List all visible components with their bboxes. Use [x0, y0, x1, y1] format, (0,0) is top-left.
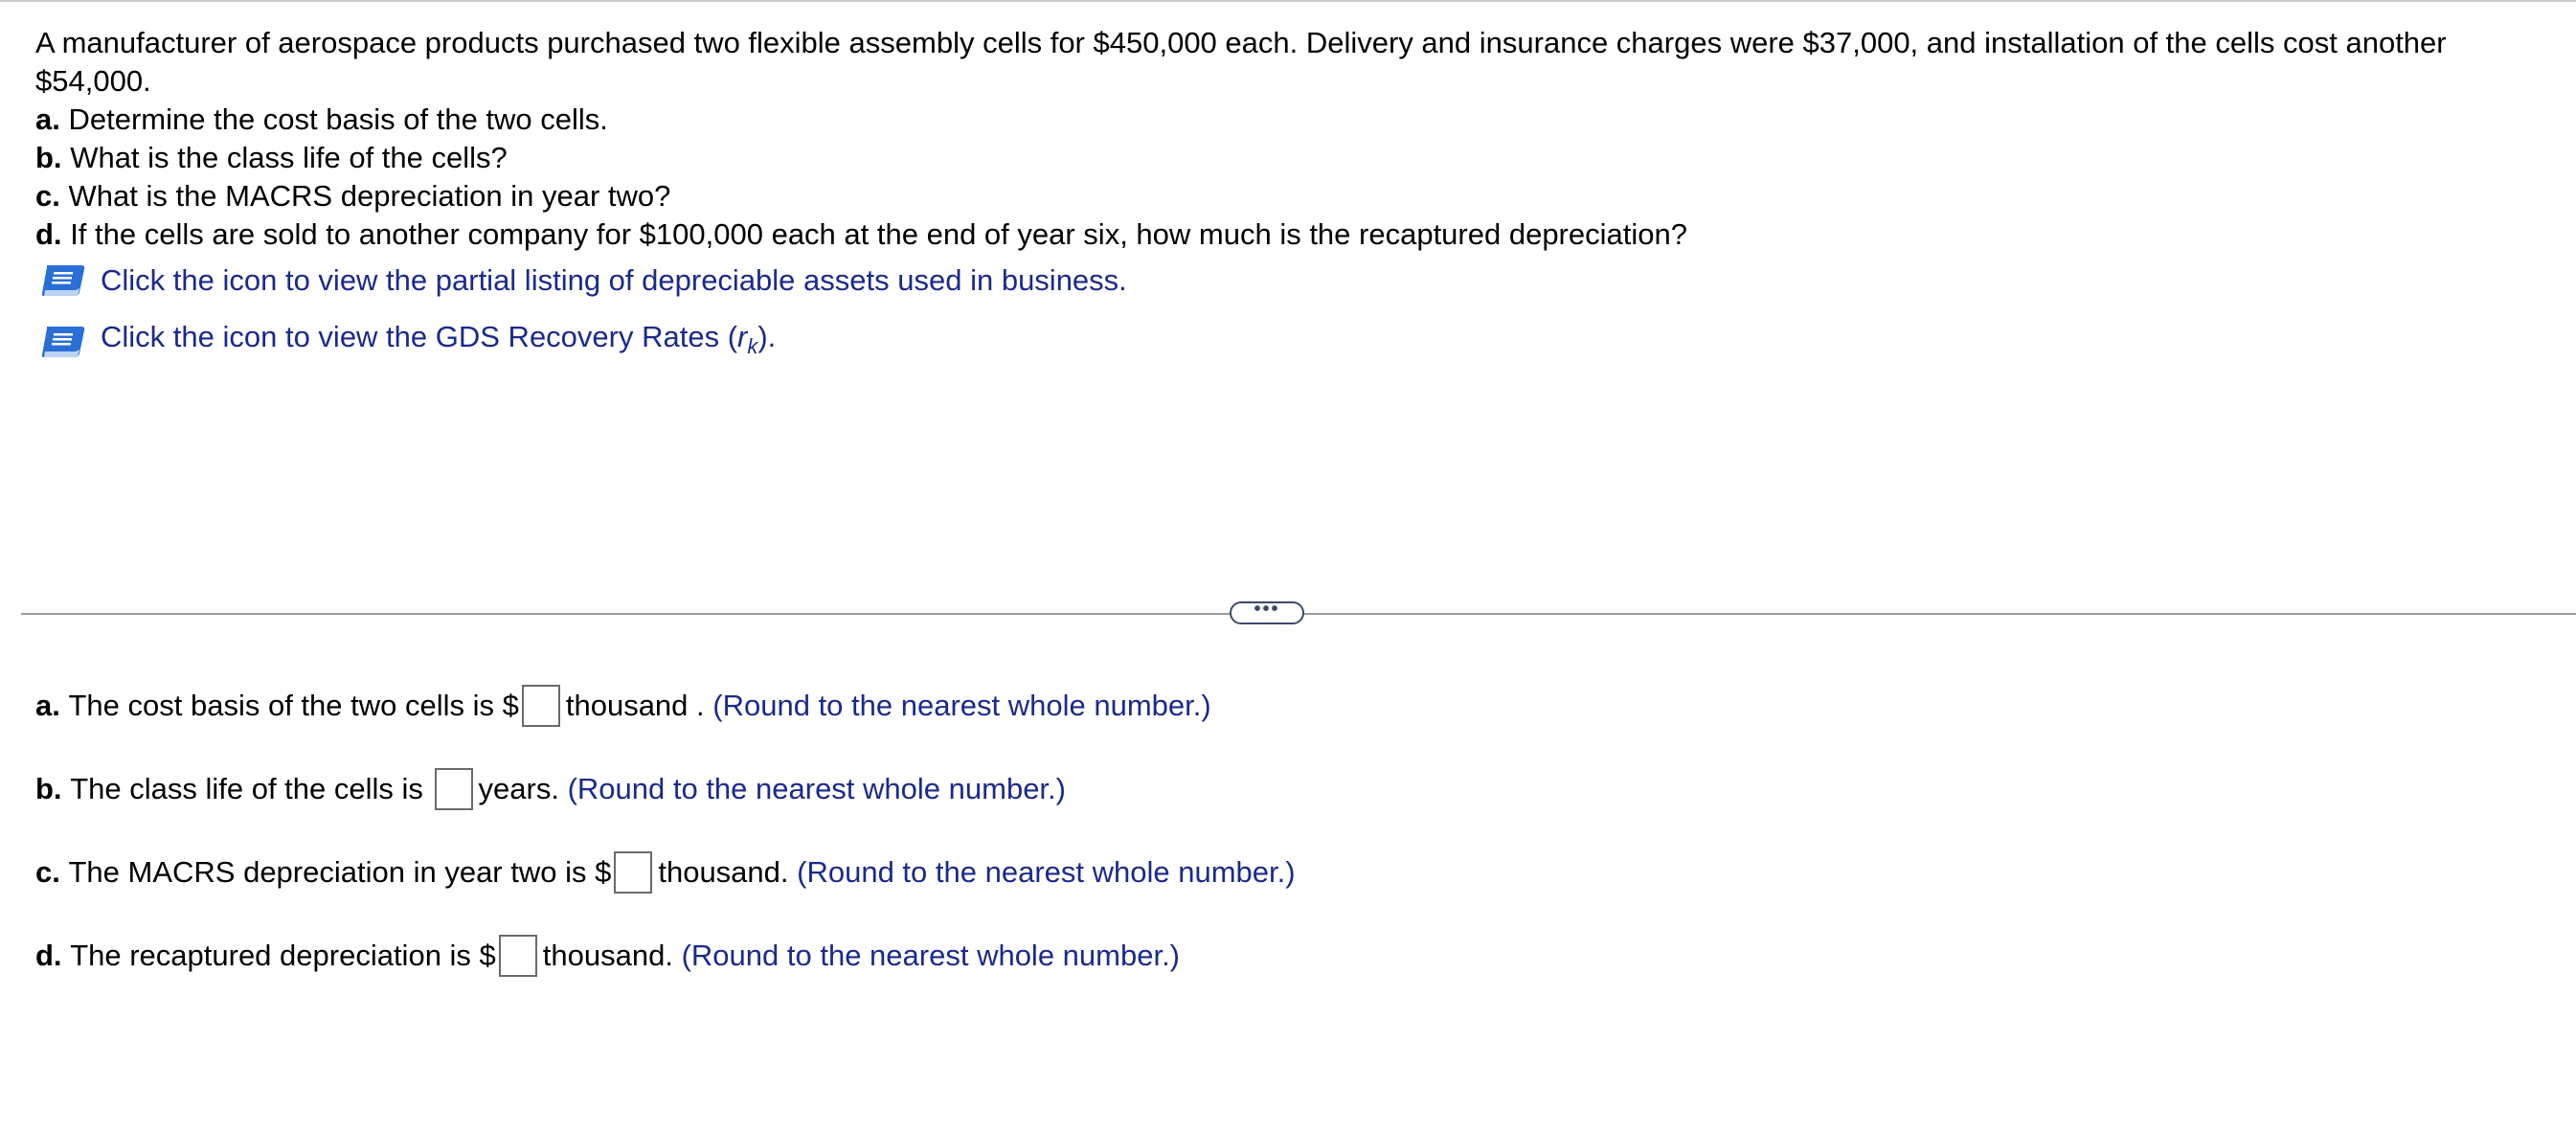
part-letter: b.	[35, 141, 62, 174]
question-part-d	[35, 215, 2573, 254]
answer-letter: b.	[35, 772, 62, 805]
answer-row-c	[35, 849, 1296, 896]
answer-suffix: thousand.	[658, 855, 789, 889]
part-letter: c.	[35, 179, 60, 213]
question-part-a	[35, 101, 2573, 139]
expand-more-button[interactable]	[1230, 601, 1304, 624]
answer-row-b	[35, 765, 1296, 813]
macrs-depreciation-input[interactable]	[614, 851, 652, 894]
part-text: What is the class life of the cells?	[70, 141, 508, 174]
question-part-c	[35, 177, 2573, 215]
class-life-input[interactable]	[435, 768, 473, 810]
book-icon[interactable]	[39, 261, 89, 300]
round-hint: (Round to the nearest whole number.)	[797, 855, 1296, 889]
round-hint: (Round to the nearest whole number.)	[681, 939, 1181, 972]
rate-subscript: k	[747, 334, 758, 359]
depreciable-assets-link[interactable]: Click the icon to view the partial listing of depreciable assets used in business.	[101, 263, 1127, 297]
part-text: Determine the cost basis of the two cells.	[68, 102, 608, 136]
answer-row-a	[35, 682, 1296, 730]
answer-letter: a.	[35, 689, 60, 722]
depreciable-assets-link-row	[35, 261, 2573, 300]
book-icon[interactable]	[39, 323, 89, 361]
answer-row-d	[35, 932, 1296, 980]
question-part-b	[35, 139, 2573, 177]
part-text: If the cells are sold to another company for $100,000 each at the end of year six, how much is the recaptured depreciation?	[70, 217, 1687, 251]
ellipsis-icon: •••	[1254, 599, 1280, 620]
recaptured-depreciation-input[interactable]	[499, 935, 537, 977]
part-text: What is the MACRS depreciation in year two?	[68, 179, 671, 213]
link-suffix: ).	[757, 319, 777, 353]
top-border	[0, 0, 2576, 2]
answer-panel	[35, 682, 1296, 1015]
answer-prefix: The recaptured depreciation is $	[70, 939, 496, 972]
round-hint: (Round to the nearest whole number.)	[567, 772, 1066, 805]
link-prefix: Click the icon to view the GDS Recovery Rates (	[101, 319, 738, 353]
part-letter: d.	[35, 217, 62, 251]
answer-suffix: thousand .	[565, 689, 705, 722]
answer-prefix: The cost basis of the two cells is $	[68, 689, 519, 722]
gds-rates-link[interactable]	[101, 318, 776, 366]
question-intro-line1: A manufacturer of aerospace products purchased two flexible assembly cells for $450,000 each. Delivery and insurance charges were $37,000, and installation of the cells cost another	[35, 26, 2447, 59]
question-panel	[35, 24, 2573, 361]
round-hint: (Round to the nearest whole number.)	[712, 689, 1211, 722]
answer-suffix: thousand.	[542, 939, 673, 972]
part-letter: a.	[35, 102, 60, 136]
answer-suffix: years.	[478, 772, 559, 805]
answer-letter: c.	[35, 855, 60, 889]
answer-prefix: The class life of the cells is	[70, 772, 423, 805]
gds-rates-link-row	[35, 319, 2573, 361]
cost-basis-input[interactable]	[522, 685, 560, 727]
question-intro-line2: $54,000.	[35, 64, 151, 98]
answer-letter: d.	[35, 939, 62, 972]
rate-symbol: r	[737, 319, 748, 353]
answer-prefix: The MACRS depreciation in year two is $	[68, 855, 612, 889]
